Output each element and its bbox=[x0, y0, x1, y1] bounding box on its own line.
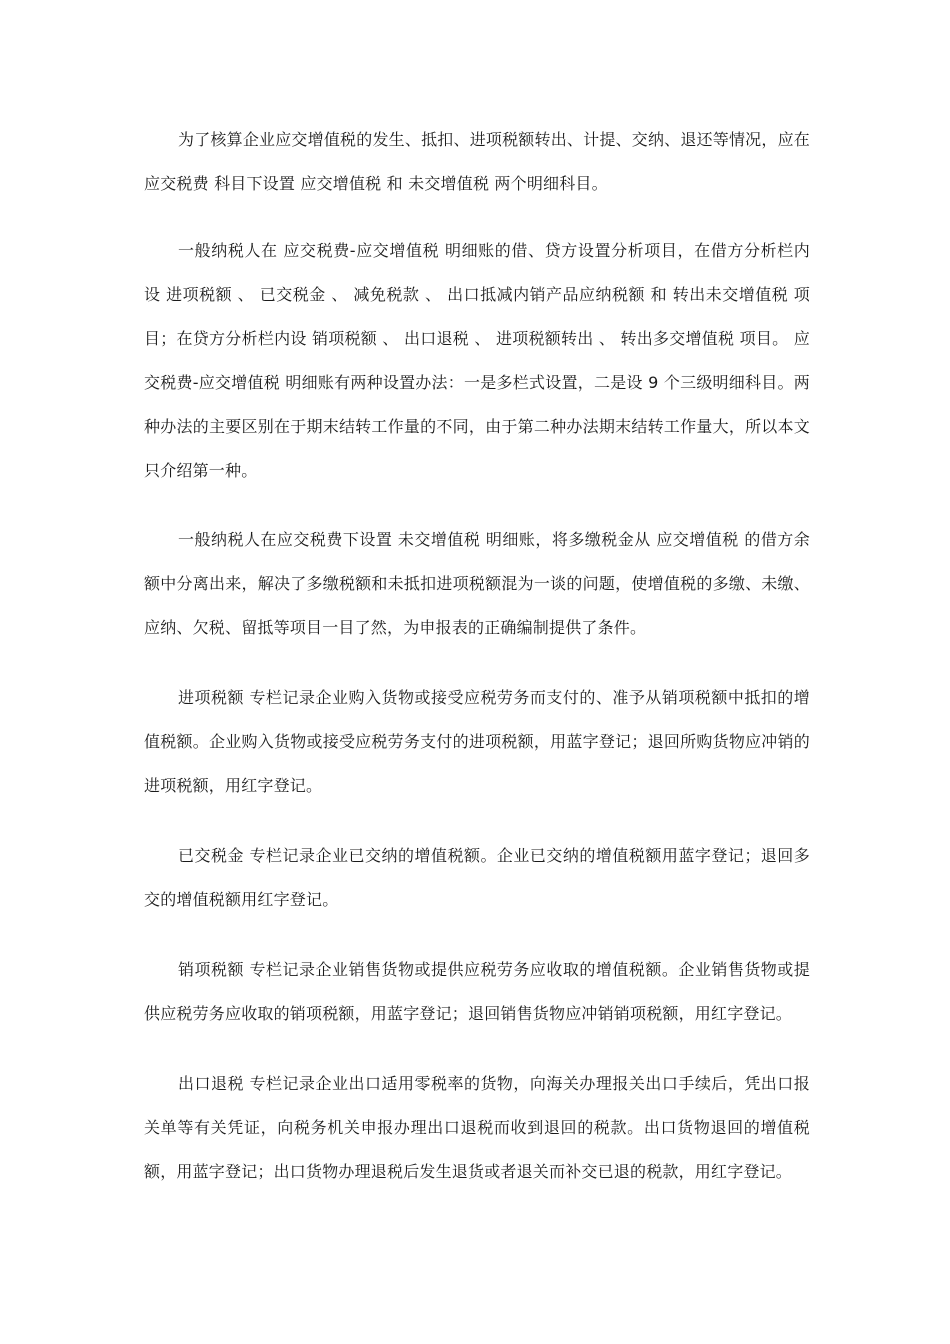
paragraph-input-tax: 进项税额 专栏记录企业购入货物或接受应税劳务而支付的、准予从销项税额中抵扣的增值税额。企业购入货物或接受应税劳务支付的进项税额，用蓝字登记；退回所购货物应冲销的进项税额，用红字登记。 bbox=[144, 688, 810, 795]
paragraph-paid-tax: 已交税金 专栏记录企业已交纳的增值税额。企业已交纳的增值税额用蓝字登记；退回多交的增值税额用红字登记。 bbox=[144, 846, 810, 909]
paragraph-output-tax: 销项税额 专栏记录企业销售货物或提供应税劳务应收取的增值税额。企业销售货物或提供应税劳务应收取的销项税额，用蓝字登记；退回销售货物应冲销销项税额，用红字登记。 bbox=[144, 960, 810, 1023]
paragraph-analysis-columns: 一般纳税人在 应交税费-应交增值税 明细账的借、贷方设置分析项目，在借方分析栏内设 进项税额 、 已交税金 、 减免税款 、 出口抵减内销产品应纳税额 和 转出未交增值税 项目；在贷方分析栏内设 销项税额 、 出口退税 、 进项税额转出 、 转出多交增值税 项目。 应交税费-应交增值税 明细账有两种设置办法：一是多栏式设置，二是设 9 个三级明细科目。两种办法的主要区别在于期末结转工作量的不同，由于第二种办法期末结转工作量大，所以本文只介绍第一种。 bbox=[144, 241, 810, 480]
paragraph-unpaid-vat-ledger: 一般纳税人在应交税费下设置 未交增值税 明细账，将多缴税金从 应交增值税 的借方余额中分离出来，解决了多缴税额和未抵扣进项税额混为一谈的问题，使增值税的多缴、未缴、应纳、欠税、留抵等项目一目了然，为申报表的正确编制提供了条件。 bbox=[144, 530, 810, 637]
paragraph-export-refund: 出口退税 专栏记录企业出口适用零税率的货物，向海关办理报关出口手续后，凭出口报关单等有关凭证，向税务机关申报办理出口退税而收到退回的税款。出口货物退回的增值税额，用蓝字登记；出口货物办理退税后发生退货或者退关而补交已退的税款，用红字登记。 bbox=[144, 1074, 810, 1181]
paragraph-vat-account-setup: 为了核算企业应交增值税的发生、抵扣、进项税额转出、计提、交纳、退还等情况，应在 应交税费 科目下设置 应交增值税 和 未交增值税 两个明细科目。 bbox=[144, 130, 810, 193]
